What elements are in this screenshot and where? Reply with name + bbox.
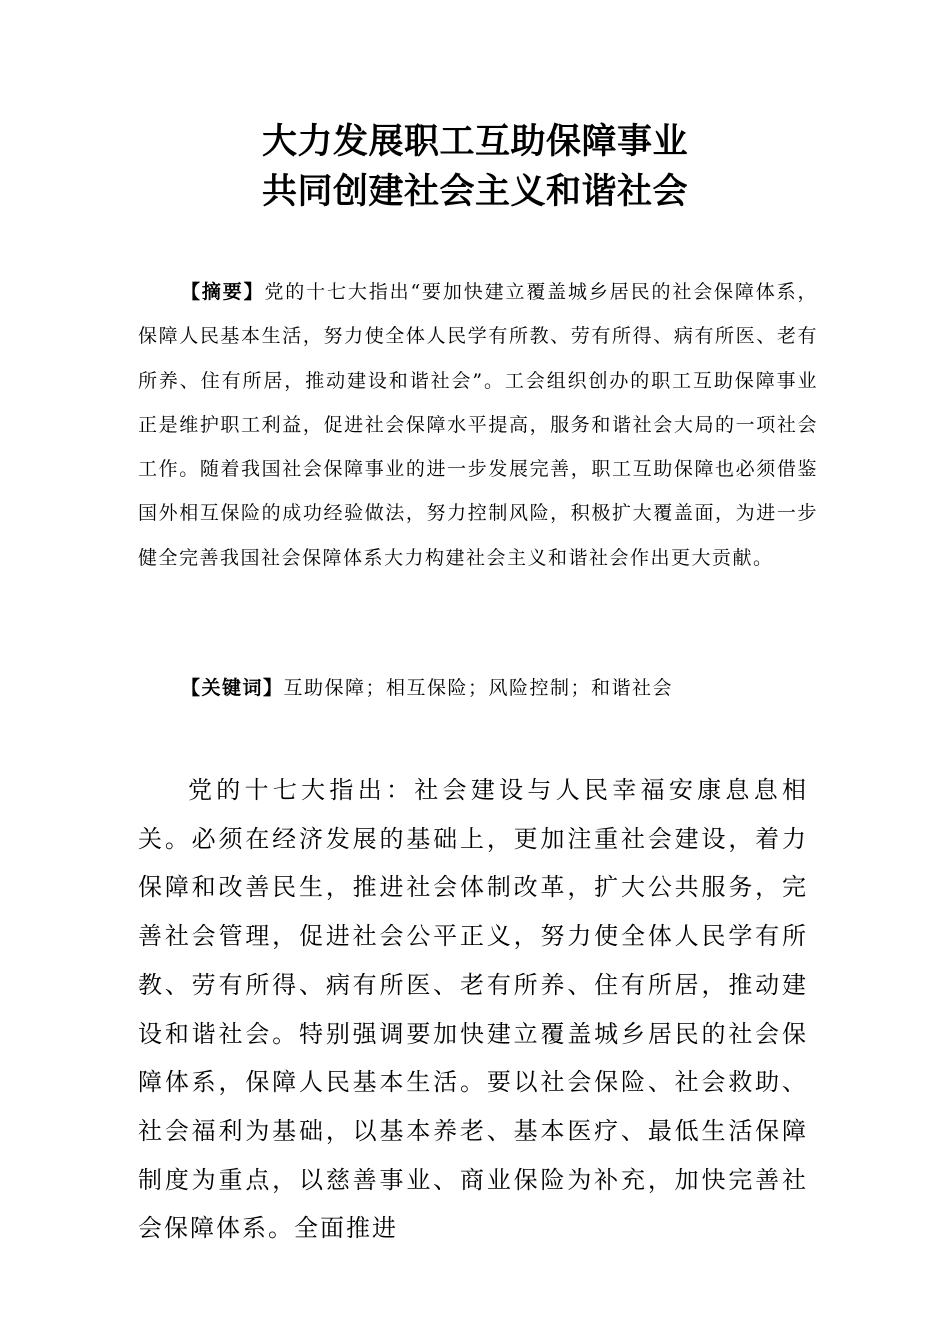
abstract-text: 党的十七大指出“要加快建立覆盖城乡居民的社会保障体系，保障人民基本生活，努力使全体人民学有所教、劳有所得、病有所医、老有所养、住有所居，推动建设和谐社会”。工会组织创办的职工互助保障事业正是维护职工利益，促进社会保障水平提高，服务和谐社会大局的一项社会工作。随着我国社会保障事业的进一步发展完善，职工互助保障也必须借鉴国外相互保险的成功经验做法，努力控制风险，积极扩大覆盖面，为进一步健全完善我国社会保障体系大力构建社会主义和谐社会作出更大贡献。 (138, 281, 818, 569)
keywords-text: 互助保障；相互保险；风险控制；和谐社会 (283, 677, 674, 699)
body-paragraph-1: 党的十七大指出：社会建设与人民幸福安康息息相关。必须在经济发展的基础上，更加注重社会建设，着力保障和改善民生，推进社会体制改革，扩大公共服务，完善社会管理，促进社会公平正义，努力使全体人民学有所教、劳有所得、病有所医、老有所养、住有所居，推动建设和谐社会。特别强调要加快建立覆盖城乡居民的社会保障体系，保障人民基本生活。要以社会保险、社会救助、社会福利为基础，以基本养老、基本医疗、最低生活保障制度为重点，以慈善事业、商业保险为补充，加快完善社会保障体系。全面推进 (138, 776, 808, 1243)
document-title-line-2: 共同创建社会主义和谐社会 (261, 172, 688, 212)
keywords-label: 【关键词】 (181, 677, 284, 699)
keywords-line (181, 668, 821, 708)
abstract-label: 【摘要】 (181, 281, 265, 303)
document-title-line-1: 大力发展职工互助保障事业 (261, 122, 688, 162)
abstract-paragraph (138, 270, 818, 580)
